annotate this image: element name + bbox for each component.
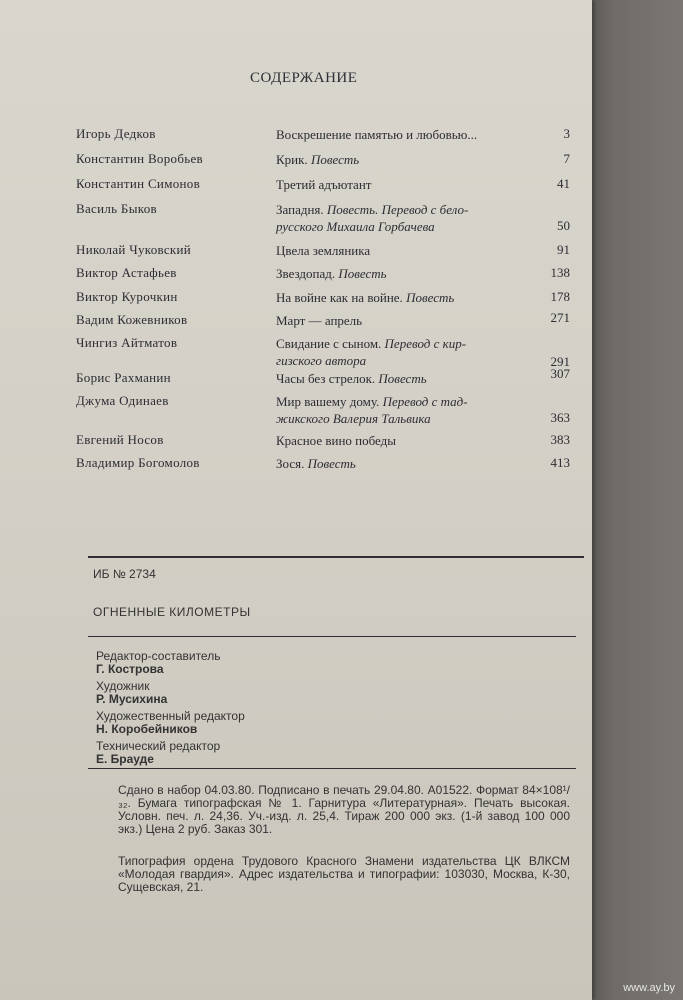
- toc-work-note: Повесть: [307, 456, 356, 471]
- credit-role: Технический редактор: [96, 739, 221, 753]
- toc-page-number: 138: [550, 265, 570, 280]
- toc-author: Джума Одинаев: [76, 393, 169, 408]
- toc-title: СОДЕРЖАНИЕ: [250, 70, 358, 86]
- toc-work-note: Повесть: [378, 371, 427, 386]
- toc-page-number: 363: [550, 410, 570, 425]
- credit-name: Г. Кострова: [96, 662, 164, 676]
- credit-editor: [96, 650, 245, 676]
- toc-work-title: [276, 393, 538, 427]
- toc-page-number: 413: [550, 455, 570, 470]
- toc-work-title: [276, 126, 538, 143]
- credit-name: Р. Мусихина: [96, 692, 168, 706]
- toc-work-name: На войне как на войне.: [276, 290, 407, 305]
- toc-work-name: Воскрешение памятью и любовью...: [276, 127, 478, 142]
- toc-work-name: Красное вино победы: [276, 433, 396, 448]
- toc-author: Борис Рахманин: [76, 370, 171, 385]
- toc-work-title: [276, 242, 538, 259]
- toc-work-title: [276, 370, 538, 387]
- toc-work-title: [276, 289, 538, 306]
- title-divider: [88, 636, 576, 637]
- toc-page-number: 178: [550, 289, 570, 304]
- print-details: Сдано в набор 04.03.80. Подписано в печать 29.04.80. А01522. Формат 84×108¹/₃₂. Бумага типографская № 1. Гарнитура «Литературная». Печать высокая. Условн. печ. л. 24,36. Уч.-изд. л. 25,4. Тираж 200 000 экз. (1-й завод 100 000 экз.) Цена 2 руб. Заказ 301.: [118, 783, 570, 836]
- toc-author: Константин Симонов: [76, 176, 201, 191]
- toc-author: Игорь Дедков: [76, 126, 156, 141]
- toc-work-title: [276, 335, 538, 369]
- toc-work-note: Перевод с тад- жикского Валерия Тальвика: [276, 394, 468, 426]
- toc-work-name: Звездопад.: [276, 266, 339, 281]
- toc-work-name: Западня.: [276, 202, 327, 217]
- toc-work-title: [276, 455, 538, 472]
- toc-author: Евгений Носов: [76, 432, 164, 447]
- toc-work-note: Повесть: [406, 290, 455, 305]
- toc-work-name: Зося.: [276, 456, 308, 471]
- toc-work-title: [276, 265, 538, 282]
- credit-tech-editor: [96, 740, 245, 766]
- toc-work-note: Перевод с кир- гизского автора: [276, 336, 467, 368]
- credit-name: Е. Брауде: [96, 752, 154, 766]
- credit-role: Художественный редактор: [96, 709, 245, 723]
- toc-author: Чингиз Айтматов: [76, 335, 178, 350]
- toc-page-number: 271: [550, 310, 570, 325]
- toc-work-note: Повесть. Перевод с бело- русского Михаила Горбачева: [276, 202, 469, 234]
- toc-work-name: Март — апрель: [276, 313, 363, 328]
- toc-page-number: 7: [563, 151, 570, 166]
- toc-work-title: [276, 201, 538, 235]
- toc-author: Николай Чуковский: [76, 242, 192, 257]
- credits-block: [96, 650, 245, 770]
- toc-page-number: 41: [557, 176, 570, 191]
- toc-work-note: Повесть: [310, 152, 360, 167]
- background-surface: [585, 0, 683, 1000]
- toc-page-number: 50: [557, 218, 570, 233]
- toc-work-name: Цвела земляника: [276, 243, 371, 258]
- toc-work-title: [276, 312, 538, 329]
- credit-art-editor: [96, 710, 245, 736]
- toc-work-title: [276, 151, 538, 168]
- toc-work-name: Часы без стрелок.: [276, 371, 379, 386]
- toc-author: Виктор Курочкин: [76, 289, 178, 304]
- toc-work-title: [276, 432, 538, 449]
- toc-work-note: Повесть: [338, 266, 387, 281]
- toc-author: Вадим Кожевников: [76, 312, 188, 327]
- credit-artist: [96, 680, 245, 706]
- toc-page-number: 307: [550, 366, 570, 381]
- toc-page-number: 3: [563, 126, 570, 141]
- toc-author: Владимир Богомолов: [76, 455, 200, 470]
- toc-author: Константин Воробьев: [76, 151, 203, 166]
- toc-work-name: Третий адъютант: [276, 177, 372, 192]
- book-title: ОГНЕННЫЕ КИЛОМЕТРЫ: [93, 605, 251, 619]
- toc-work-name: Крик.: [276, 152, 311, 167]
- toc-author: Василь Быков: [76, 201, 157, 216]
- watermark: www.ay.by: [623, 982, 675, 994]
- toc-work-title: [276, 176, 538, 193]
- printing-house: Типография ордена Трудового Красного Знамени издательства ЦК ВЛКСМ «Молодая гвардия». Адрес издательства и типографии: 103030, Москва, К-30, Сущевская, 21.: [118, 854, 570, 894]
- credit-name: Н. Коробейников: [96, 722, 198, 736]
- credit-role: Художник: [96, 679, 150, 693]
- section-divider: [88, 556, 584, 558]
- toc-work-name: Свидание с сыном.: [276, 336, 385, 351]
- imprint-divider: [88, 768, 576, 769]
- toc-page-number: 91: [557, 242, 570, 257]
- toc-page-number: 383: [550, 432, 570, 447]
- ib-number: ИБ № 2734: [93, 567, 156, 581]
- toc-author: Виктор Астафьев: [76, 265, 177, 280]
- toc-work-name: Мир вашему дому.: [276, 394, 383, 409]
- toc-page-number: 291: [550, 354, 570, 369]
- credit-role: Редактор-составитель: [96, 649, 221, 663]
